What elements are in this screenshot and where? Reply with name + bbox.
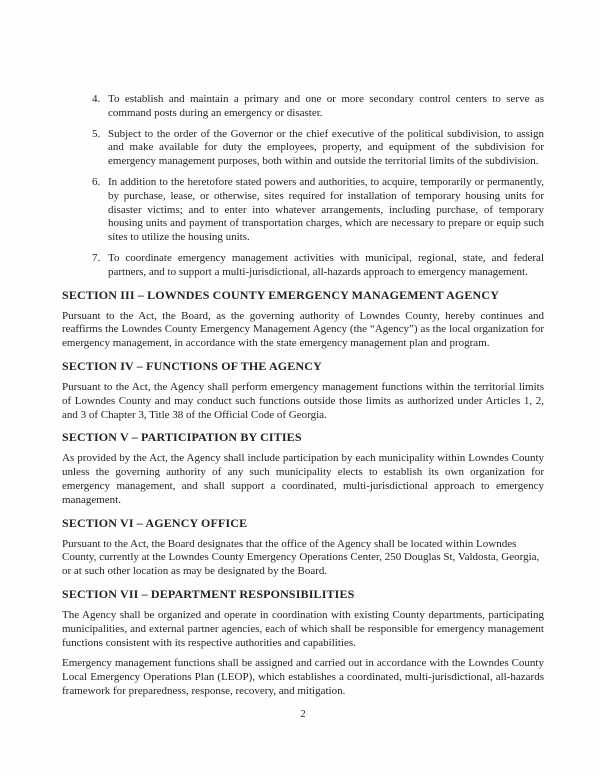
list-item-text: In addition to the heretofore stated powers and authorities, to acquire, temporarily or permanently, by purchase, lease, or otherwise, sites required for installation of temporary housing units for disaster victims; and to enter into whatever arrangements, including purchase, of temporary housing units and payment of transportation charges, which are necessary to prepare or equip such sites to utilize the housing units. <box>108 175 544 244</box>
section-paragraph: Emergency management functions shall be assigned and carried out in accordance with the Lowndes County Local Emergency Operations Plan (LEOP), which establishes a coordinated, multi-jurisdictional, all-hazards framework for preparedness, response, recovery, and mitigation. <box>62 657 544 697</box>
section-heading-vii: SECTION VII – DEPARTMENT RESPONSIBILITIES <box>62 586 355 601</box>
page-number: 2 <box>300 708 306 720</box>
list-item <box>62 93 544 121</box>
list-item-text: To coordinate emergency management activities with municipal, regional, state, and federal partners, and to support a multi-jurisdictional, all-hazards approach to emergency management. <box>108 251 544 278</box>
section-heading-iv: SECTION IV – FUNCTIONS OF THE AGENCY <box>62 358 322 373</box>
section-paragraph: Pursuant to the Act, the Agency shall perform emergency management functions within the territorial limits of Lowndes County and may conduct such functions outside those limits as authorized under Articles 1, 2, and 3 of Chapter 3, Title 38 of the Official Code of Georgia. <box>62 380 544 421</box>
list-item-number: 5. <box>92 127 101 140</box>
list-item <box>62 252 544 280</box>
list-item-number: 4. <box>92 93 101 105</box>
section-heading-v: SECTION V – PARTICIPATION BY CITIES <box>62 430 302 445</box>
list-item-number: 7. <box>92 251 101 264</box>
section-paragraph: Pursuant to the Act, the Board designates that the office of the Agency shall be located within Lowndes County, currently at the Lowndes County Emergency Operations Center, 250 Douglas St, Valdosta, Georgia, or at such other location as may be designated by the Board. <box>62 537 540 578</box>
document-content <box>62 93 544 706</box>
list-item-number: 6. <box>92 175 101 188</box>
section-paragraph: As provided by the Act, the Agency shall include participation by each municipality within Lowndes County unless the governing authority of any such municipality elects to establish its own organization for emergency management, and shall support a coordinated, multi-jurisdictional approach to emergency management. <box>62 452 544 506</box>
section-heading-iii: SECTION III – LOWNDES COUNTY EMERGENCY MANAGEMENT AGENCY <box>62 287 500 302</box>
list-item-text: To establish and maintain a primary and one or more secondary control centers to serve as command posts during an emergency or disaster. <box>108 93 544 119</box>
section-heading-vi: SECTION VI – AGENCY OFFICE <box>62 515 248 530</box>
list-item-text: Subject to the order of the Governor or the chief executive of the political subdivision, to assign and make available for duty the employees, property, and equipment of the subdivision for emergency management purposes, both within and outside the territorial limits of the subdivision. <box>108 127 544 168</box>
section-paragraph: Pursuant to the Act, the Board, as the governing authority of Lowndes County, hereby continues and reaffirms the Lowndes County Emergency Management Agency (the “Agency”) as the local organization for emergency management, in accordance with the state emergency management plan and program. <box>62 309 544 350</box>
list-item <box>62 176 544 245</box>
list-item <box>62 128 544 169</box>
section-paragraph: The Agency shall be organized and operate in coordination with existing County departments, participating municipalities, and external partner agencies, each of which shall be responsible for emergency management functions consistent with its respective authorities and capabilities. <box>62 608 544 649</box>
